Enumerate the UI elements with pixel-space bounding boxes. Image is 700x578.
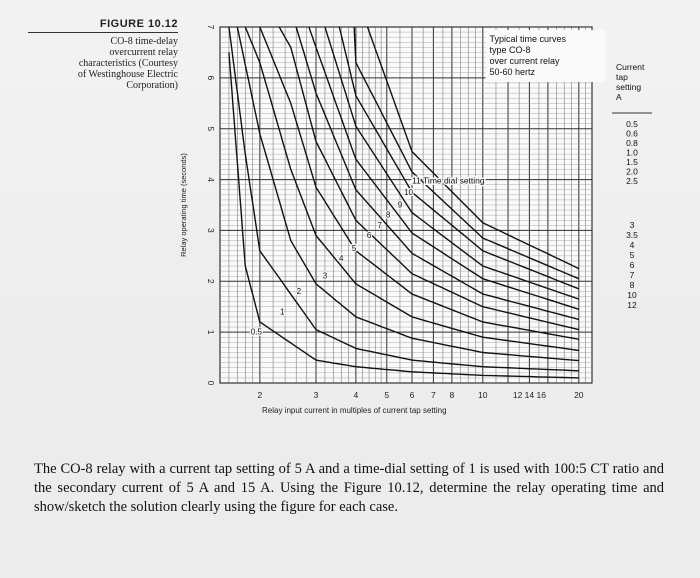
x-tick-label: 5 — [384, 390, 390, 400]
tap-value: 2.5 — [626, 176, 638, 186]
problem-statement: The CO-8 relay with a current tap setting of 5 A and a time-dial setting of 1 is used with 100:5 CT ratio and the secondary current of 5 A and 15 A. Using the Figure 10.12, determine the relay operating time and show/sketch the solution clearly using the figure for each case. — [34, 461, 664, 515]
legend-line: Typical time curves — [489, 34, 567, 44]
y-tick-label: 1 — [206, 329, 216, 335]
curve-label-8: 8 — [385, 210, 391, 220]
tap-value: 1.5 — [626, 157, 638, 167]
x-tick-label: 20 — [574, 390, 584, 400]
y-tick-label: 7 — [206, 24, 216, 30]
tap-value: 0.5 — [626, 119, 638, 129]
tap-value: 8 — [629, 280, 635, 290]
curve-label-0.5: 0.5 — [250, 327, 262, 337]
tap-header: setting — [616, 82, 642, 92]
y-tick-label: 6 — [206, 75, 216, 81]
curve-label-5: 5 — [351, 243, 357, 253]
legend-line: 50-60 hertz — [489, 67, 536, 77]
tap-header: A — [616, 92, 622, 102]
x-tick-label: 7 — [431, 390, 436, 400]
tap-value: 10 — [627, 290, 637, 300]
x-tick-label: 4 — [353, 390, 359, 400]
tap-value: 5 — [629, 250, 635, 260]
tap-value: 0.8 — [626, 138, 638, 148]
y-tick-label: 3 — [206, 228, 216, 233]
tap-value: 2.0 — [626, 166, 638, 177]
tap-value: 1.0 — [626, 147, 638, 158]
curve-label-4: 4 — [339, 253, 344, 263]
curve-label-1: 1 — [279, 307, 285, 317]
x-tick-label: 2 — [257, 390, 263, 400]
y-tick-label: 2 — [206, 278, 216, 284]
tap-value: 3.5 — [626, 230, 638, 240]
tap-value: 12 — [627, 300, 637, 310]
y-axis-label: Relay operating time (seconds) — [179, 153, 188, 257]
time-dial-annotation: 11 Time dial setting — [412, 175, 485, 186]
tap-value: 7 — [629, 270, 635, 280]
curve-label-10: 10 — [404, 187, 413, 197]
x-tick-label: 12 14 16 — [512, 390, 546, 400]
tap-value: 4 — [629, 240, 635, 250]
tap-value: 3 — [629, 220, 635, 230]
y-tick-label: 5 — [206, 126, 216, 132]
curve-label-2: 2 — [296, 287, 302, 296]
tap-header: Current — [616, 62, 645, 72]
figure-title: FIGURE 10.12 — [28, 18, 178, 33]
x-tick-label: 10 — [478, 390, 488, 400]
tap-value: 0.6 — [626, 128, 638, 139]
x-tick-label: 8 — [449, 390, 455, 400]
curve-label-7: 7 — [377, 220, 382, 230]
curve-label-6: 6 — [366, 231, 372, 241]
legend-line: over current relay — [489, 56, 560, 66]
tap-header: tap — [616, 72, 628, 82]
tap-value: 6 — [629, 260, 635, 270]
legend-line: type CO-8 — [489, 45, 531, 55]
x-tick-label: 6 — [409, 390, 415, 400]
y-tick-label: 0 — [206, 380, 216, 386]
x-tick-label: 3 — [313, 390, 319, 400]
figure-caption-text: CO-8 time-delay overcurrent relay characteristics (Courtesy of Westinghouse Electric Corporation) — [77, 36, 178, 91]
x-axis-label: Relay input current in multiples of current tap setting — [262, 406, 447, 415]
y-tick-label: 4 — [206, 177, 216, 182]
curve-label-3: 3 — [322, 271, 328, 281]
curve-label-9: 9 — [397, 200, 403, 210]
